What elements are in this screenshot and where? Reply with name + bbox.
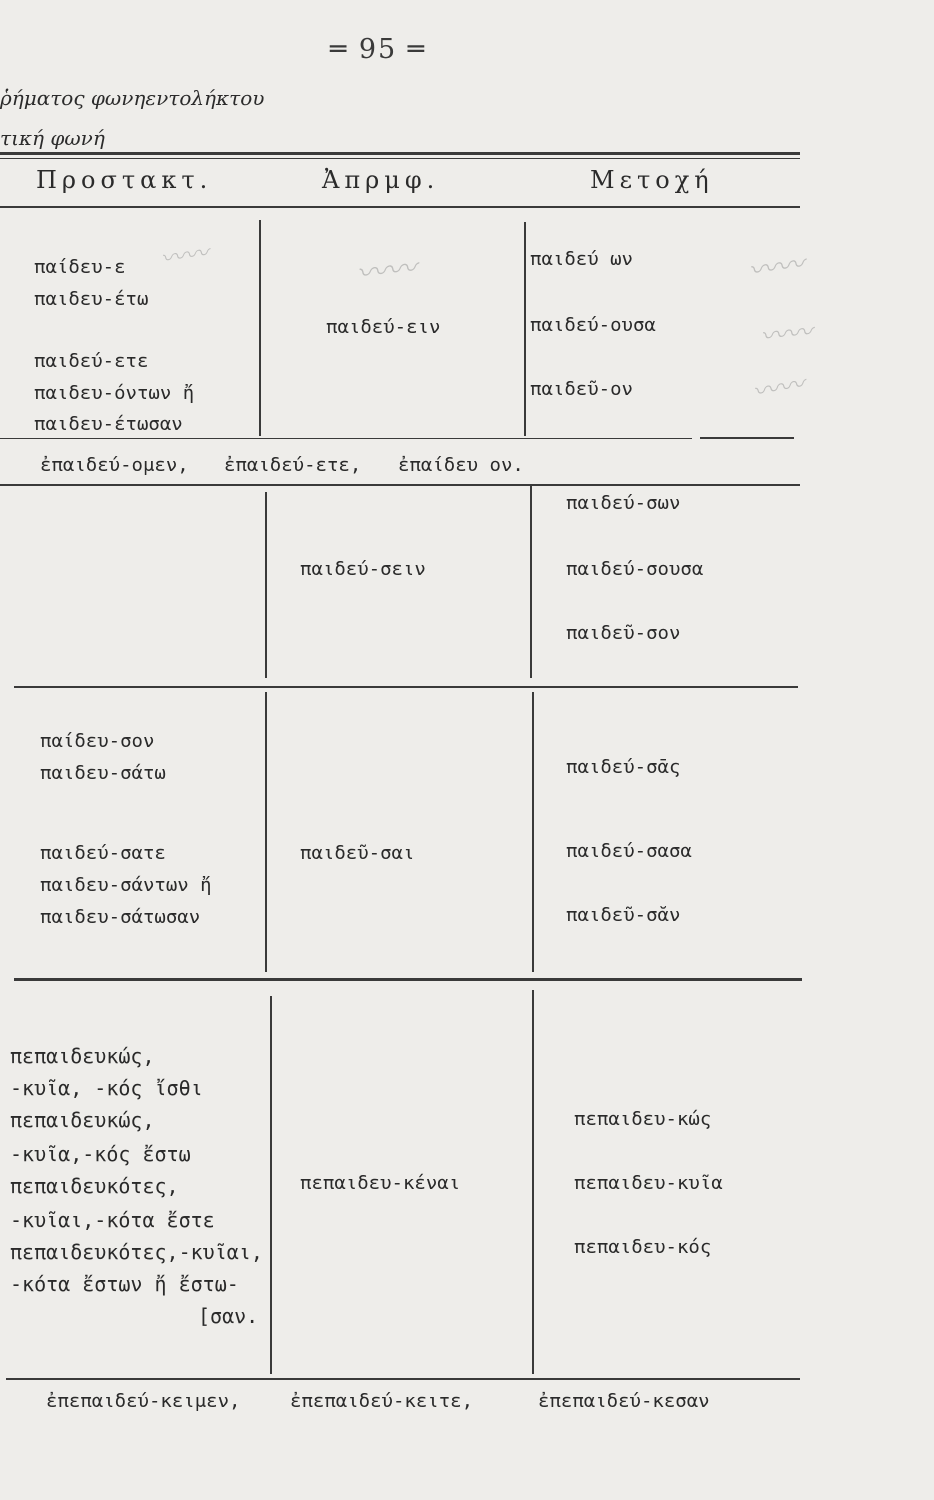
col-header-participle: Μετοχή (590, 166, 714, 194)
s4-imperative-7: πεπαιδευκότες,-κυῖαι, (10, 1240, 263, 1264)
divider-s2-left (265, 492, 267, 678)
s4-participle-2: πεπαιδευ-κυῖα (574, 1172, 723, 1194)
s3-imperative-1: παίδευ-σον (40, 730, 155, 752)
s4-imperative-8: -κότα ἔστων ἤ ἔστω- (10, 1272, 239, 1296)
header-rule-top-thin (0, 158, 800, 159)
s2-participle-3: παιδεῦ-σον (566, 622, 681, 644)
s3-participle-2: παιδεύ-σασα (566, 840, 692, 862)
s4-participle-1: πεπαιδευ-κώς (574, 1108, 712, 1130)
col-header-imperative: Προστακτ. (36, 166, 213, 194)
s4-imperative-5: πεπαιδευκότες, (10, 1174, 179, 1198)
pencil-scribble: 〰〰 (758, 317, 814, 353)
s3-imperative-5: παιδευ-σάτωσαν (40, 906, 201, 928)
s1-participle-1: παιδεύ ων (530, 248, 633, 270)
s3-imperative-3: παιδεύ-σατε (40, 842, 166, 864)
pencil-scribble: 〰〰 (354, 250, 419, 293)
s4-summary-3: ἐπεπαιδεύ-κεσαν (538, 1390, 710, 1412)
header-rule-top (0, 152, 800, 155)
divider-s4-left (270, 996, 272, 1374)
s3-imperative-2: παιδευ-σάτω (40, 762, 166, 784)
divider-s2-right (530, 484, 532, 678)
s1-summary-2: ἐπαιδεύ-ετε, (224, 454, 362, 476)
rule-s2-top (0, 484, 800, 486)
s4-imperative-9: [σαν. (198, 1304, 259, 1328)
divider-s3-left (265, 692, 267, 972)
divider-s1-right (524, 222, 526, 436)
s1-imperative-5: παιδευ-έτωσαν (34, 413, 183, 435)
rule-s4-top (14, 978, 802, 981)
s1-imperative-4: παιδευ-όντων ἤ (34, 382, 195, 404)
s1-summary-1: ἐπαιδεύ-ομεν, (40, 454, 189, 476)
s3-participle-1: παιδεύ-σᾱς (566, 756, 681, 778)
section-subtitle: τική φωνή (0, 126, 105, 150)
s3-infinitive: παιδεῦ-σαι (300, 842, 415, 864)
s1-imperative-1: παίδευ-ε (34, 256, 126, 278)
pencil-scribble: 〰〰 (750, 369, 807, 409)
s4-imperative-6: -κυῖαι,-κότα ἔστε (10, 1208, 215, 1232)
s1-participle-3: παιδεῦ-ον (530, 378, 633, 400)
divider-s1-left (259, 220, 261, 436)
page-number: ═ 95 ═ (330, 34, 427, 65)
rule-bottom (6, 1378, 800, 1380)
s1-imperative-3: παιδεύ-ετε (34, 350, 149, 372)
s1-infinitive: παιδεύ-ειν (326, 316, 441, 338)
rule-s1-short (700, 437, 794, 439)
s1-participle-2: παιδεύ-ουσα (530, 314, 656, 336)
s2-participle-1: παιδεύ-σων (566, 492, 681, 514)
s4-imperative-2: -κυῖα, -κός ἴσθι (10, 1076, 203, 1100)
header-rule-bottom (0, 206, 800, 208)
divider-s4-right (532, 990, 534, 1374)
s3-participle-3: παιδεῦ-σᾰν (566, 904, 681, 926)
s4-summary-1: ἐπεπαιδεύ-κειμεν, (46, 1390, 241, 1412)
s1-imperative-2: παιδευ-έτω (34, 288, 149, 310)
s2-participle-2: παιδεύ-σουσα (566, 558, 704, 580)
s4-imperative-4: -κυῖα,-κός ἔστω (10, 1142, 191, 1166)
s4-imperative-3: πεπαιδευκώς, (10, 1108, 155, 1132)
s3-imperative-4: παιδευ-σάντων ἤ (40, 874, 212, 896)
s4-imperative-1: πεπαιδευκώς, (10, 1044, 155, 1068)
section-title: ῥήματος φωνηεντολήκτου (0, 86, 265, 110)
s2-infinitive: παιδεύ-σειν (300, 558, 426, 580)
divider-s3-right (532, 692, 534, 972)
s1-summary-3: ἐπαίδευ ον. (398, 454, 524, 476)
s4-summary-2: ἐπεπαιδεύ-κειτε, (290, 1390, 474, 1412)
rule-s3-top (14, 686, 798, 688)
pencil-scribble: 〰〰 (158, 238, 211, 274)
rule-s1 (0, 438, 692, 439)
pencil-scribble: 〰〰 (746, 247, 807, 288)
col-header-infinitive: Ἀπρμφ. (322, 166, 440, 194)
s4-infinitive: πεπαιδευ-κέναι (300, 1172, 461, 1194)
s4-participle-3: πεπαιδευ-κός (574, 1236, 712, 1258)
